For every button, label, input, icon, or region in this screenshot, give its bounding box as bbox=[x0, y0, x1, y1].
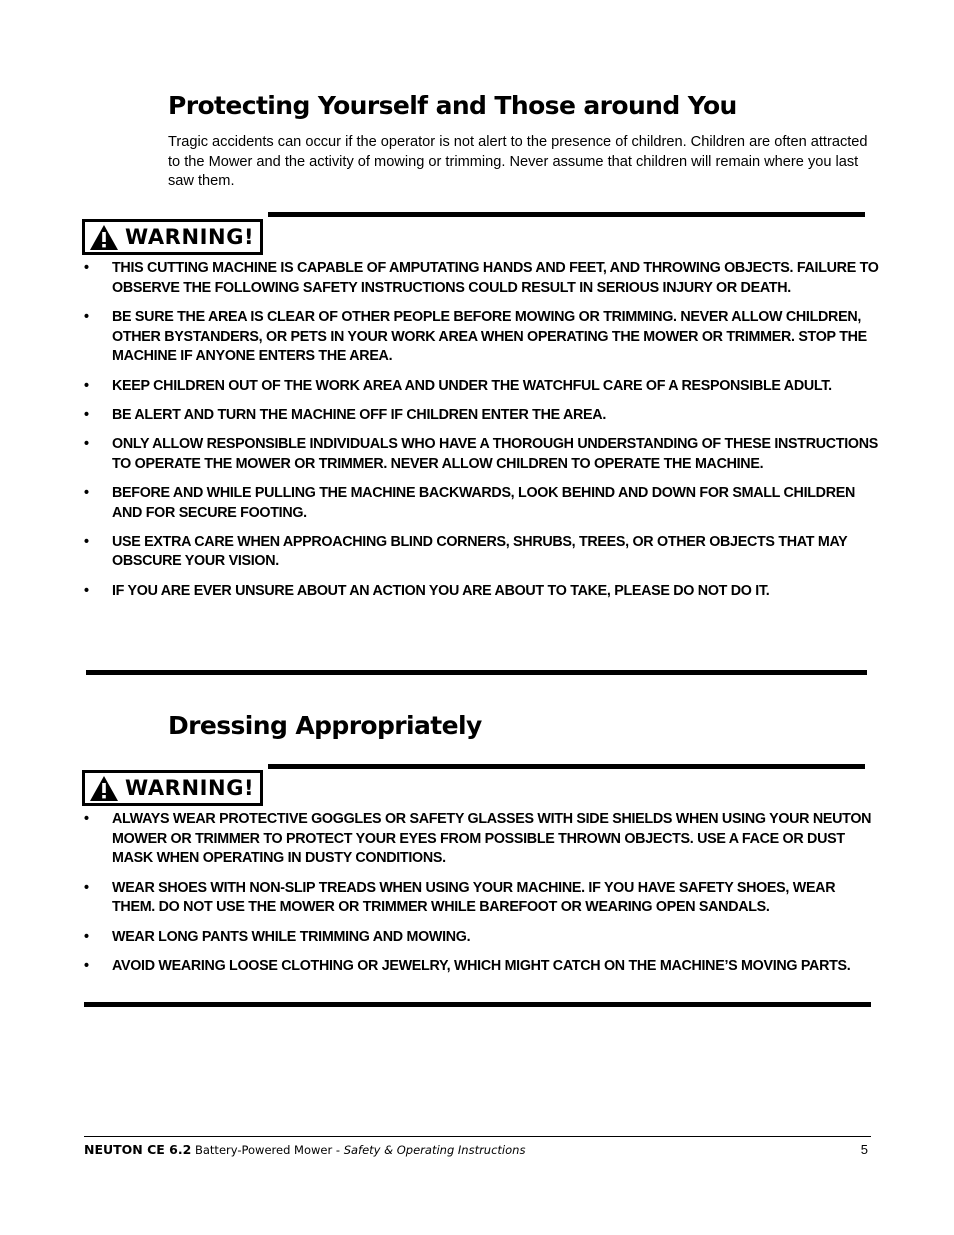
warning-item: • ONLY ALLOW RESPONSIBLE INDIVIDUALS WHO HAVE A THOROUGH UNDERSTANDING OF THESE INSTRUCTIONS TO OPERATE THE MOWER OR TRIMMER. NEVER ALLOW CHILDREN TO OPERATE THE MACHINE. bbox=[0, 435, 880, 474]
warning-item: • USE EXTRA CARE WHEN APPROACHING BLIND CORNERS, SHRUBS, TREES, OR OTHER OBJECTS THAT MAY OBSCURE YOUR VISION. bbox=[0, 533, 880, 572]
warning-item: • BEFORE AND WHILE PULLING THE MACHINE BACKWARDS, LOOK BEHIND AND DOWN FOR SMALL CHILDREN AND FOR SECURE FOOTING. bbox=[0, 484, 880, 523]
section-title-protecting: Protecting Yourself and Those around You bbox=[168, 91, 737, 120]
warning-triangle-icon bbox=[89, 775, 119, 802]
footer-title bbox=[84, 1142, 525, 1158]
footer-product: Battery-Powered Mower bbox=[194, 1143, 333, 1157]
warning-badge bbox=[82, 219, 263, 255]
warning-list-dressing bbox=[0, 810, 880, 986]
warning-item: • WEAR LONG PANTS WHILE TRIMMING AND MOWING. bbox=[0, 928, 880, 948]
warning-badge bbox=[82, 770, 263, 806]
warning-top-rule bbox=[268, 764, 865, 769]
warning-triangle-icon bbox=[89, 224, 119, 251]
footer-separator: - bbox=[335, 1143, 341, 1157]
footer-rule bbox=[84, 1136, 871, 1137]
warning-item: • KEEP CHILDREN OUT OF THE WORK AREA AND UNDER THE WATCHFUL CARE OF A RESPONSIBLE ADULT. bbox=[0, 377, 880, 397]
warning-item: • ALWAYS WEAR PROTECTIVE GOGGLES OR SAFETY GLASSES WITH SIDE SHIELDS WHEN USING YOUR NEUTON MOWER OR TRIMMER TO PROTECT YOUR EYES FROM POSSIBLE THROWN OBJECTS. USE A FACE OR DUST MASK WHEN OPERATING IN DUSTY CONDITIONS. bbox=[0, 810, 880, 869]
warning-bottom-rule bbox=[86, 670, 867, 675]
warning-item: • BE ALERT AND TURN THE MACHINE OFF IF CHILDREN ENTER THE AREA. bbox=[0, 406, 880, 426]
warning-list-children bbox=[0, 259, 880, 611]
warning-item: • IF YOU ARE EVER UNSURE ABOUT AN ACTION YOU ARE ABOUT TO TAKE, PLEASE DO NOT DO IT. bbox=[0, 582, 880, 602]
warning-item: • AVOID WEARING LOOSE CLOTHING OR JEWELRY, WHICH MIGHT CATCH ON THE MACHINE’S MOVING PARTS. bbox=[0, 957, 880, 977]
warning-label: WARNING! bbox=[125, 224, 255, 249]
page-number: 5 bbox=[860, 1142, 868, 1157]
warning-item: • WEAR SHOES WITH NON-SLIP TREADS WHEN USING YOUR MACHINE. IF YOU HAVE SAFETY SHOES, WEAR THEM. DO NOT USE THE MOWER OR TRIMMER WHILE BAREFOOT OR WEARING OPEN SANDALS. bbox=[0, 879, 880, 918]
warning-top-rule bbox=[268, 212, 865, 217]
section-intro: Tragic accidents can occur if the operator is not alert to the presence of children. Children are often attracted to the Mower and the activity of mowing or trimming. Never assume that children will remain where you last saw them. bbox=[168, 134, 868, 189]
warning-label: WARNING! bbox=[125, 775, 255, 800]
section-title-dressing: Dressing Appropriately bbox=[168, 711, 482, 740]
warning-item: • BE SURE THE AREA IS CLEAR OF OTHER PEOPLE BEFORE MOWING OR TRIMMING. NEVER ALLOW CHILDREN, OTHER BYSTANDERS, OR PETS IN YOUR WORK AREA WHEN OPERATING THE MOWER OR TRIMMER. STOP THE MACHINE IF ANYONE ENTERS THE AREA. bbox=[0, 308, 880, 367]
warning-bottom-rule bbox=[84, 1002, 871, 1007]
warning-item: • THIS CUTTING MACHINE IS CAPABLE OF AMPUTATING HANDS AND FEET, AND THROWING OBJECTS. FAILURE TO OBSERVE THE FOLLOWING SAFETY INSTRUCTIONS COULD RESULT IN SERIOUS INJURY OR DEATH. bbox=[0, 259, 880, 298]
footer-model: NEUTON CE 6.2 bbox=[84, 1142, 192, 1157]
footer-doc-title: Safety & Operating Instructions bbox=[343, 1143, 526, 1157]
